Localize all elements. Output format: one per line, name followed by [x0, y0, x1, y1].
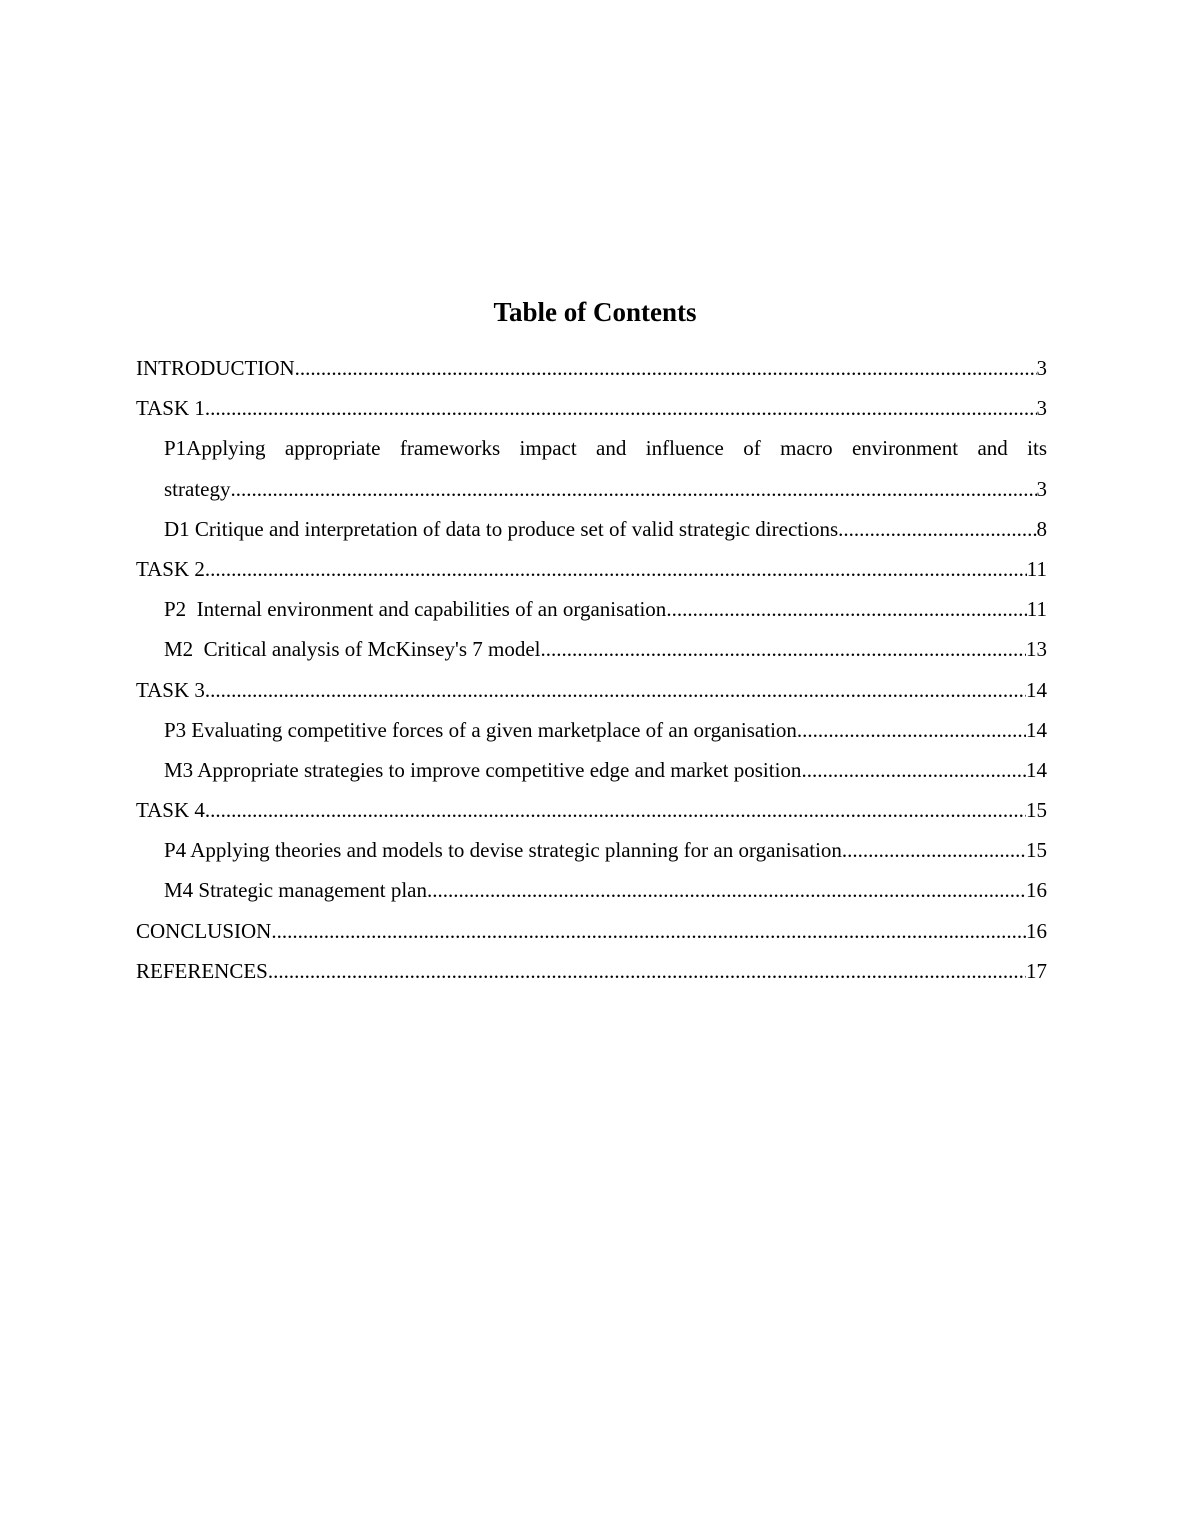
toc-page-number: 16	[1026, 918, 1047, 943]
toc-title: Table of Contents	[493, 297, 697, 327]
toc-page-number: 15	[1026, 838, 1047, 863]
toc-entry-references[interactable]	[136, 951, 1047, 991]
toc-dot-leader	[427, 870, 1026, 910]
toc-entry-task-3[interactable]	[136, 670, 1047, 710]
toc-page-number: 14	[1026, 717, 1047, 742]
toc-dot-leader	[230, 469, 1036, 509]
toc-dot-leader	[268, 951, 1026, 991]
toc-page-number: 16	[1026, 878, 1047, 903]
toc-entry-label: M3 Appropriate strategies to improve competitive edge and market position	[164, 757, 802, 782]
toc-page-number: 11	[1026, 597, 1047, 622]
toc-entry-label: P2 Internal environment and capabilities of an organisation	[164, 597, 667, 622]
toc-dot-leader	[801, 750, 1026, 790]
toc-entry-p4[interactable]	[136, 830, 1047, 870]
toc-entry-label: CONCLUSION	[136, 918, 272, 943]
toc-page-number: 3	[1036, 356, 1047, 380]
toc-page-number: 14	[1026, 757, 1047, 782]
toc-dot-leader	[666, 589, 1026, 629]
toc-page-number: 3	[1036, 476, 1047, 501]
toc-entry-label-line1: P1Applying appropriate frameworks impact and influence of macro environment and its	[164, 436, 1047, 461]
toc-dot-leader	[295, 348, 1037, 388]
toc-entry-introduction[interactable]	[136, 348, 1047, 388]
toc-entry-label: M4 Strategic management plan	[164, 878, 428, 903]
toc-entry-label: TASK 2	[136, 556, 205, 581]
toc-page-number: 11	[1026, 556, 1047, 581]
toc-dot-leader	[205, 549, 1027, 589]
toc-entry-m2[interactable]	[136, 629, 1047, 669]
toc-page-number: 13	[1026, 637, 1047, 662]
toc-entry-p2[interactable]	[136, 589, 1047, 629]
toc-page-number: 14	[1026, 677, 1047, 702]
toc-page-number: 3	[1036, 396, 1047, 421]
toc-entry-d1[interactable]	[136, 509, 1047, 549]
toc-page-number: 17	[1026, 958, 1047, 983]
toc-entry-label: REFERENCES	[136, 958, 268, 983]
toc-entry-task-2[interactable]	[136, 549, 1047, 589]
toc-dot-leader	[797, 710, 1026, 750]
toc-entry-label: TASK 3	[136, 677, 205, 702]
toc-entry-task-4[interactable]	[136, 790, 1047, 830]
toc-page-number: 8	[1036, 516, 1047, 541]
toc-entry-label: TASK 4	[136, 798, 205, 823]
toc-entry-label: P3 Evaluating competitive forces of a given marketplace of an organisation	[164, 717, 797, 742]
toc-entry-label: P4 Applying theories and models to devise strategic planning for an organisation	[164, 838, 842, 863]
toc-entry-task-1[interactable]	[136, 388, 1047, 428]
toc-dot-leader	[271, 911, 1026, 951]
toc-dot-leader	[205, 388, 1037, 428]
toc-entry-m4[interactable]	[136, 870, 1047, 910]
toc-page-number: 15	[1026, 798, 1047, 823]
toc-dot-leader	[842, 830, 1026, 870]
toc-dot-leader	[540, 629, 1026, 669]
toc-entry-p3[interactable]	[136, 710, 1047, 750]
table-of-contents	[136, 348, 1047, 991]
toc-dot-leader	[838, 509, 1036, 549]
toc-entry-m3[interactable]	[136, 750, 1047, 790]
toc-entry-p1[interactable]	[136, 428, 1047, 508]
toc-entry-label: M2 Critical analysis of McKinsey's 7 model	[164, 637, 541, 662]
toc-dot-leader	[205, 670, 1026, 710]
toc-dot-leader	[205, 790, 1026, 830]
toc-entry-label: INTRODUCTION	[136, 356, 295, 380]
toc-entry-label: TASK 1	[136, 396, 205, 421]
toc-entry-conclusion[interactable]	[136, 911, 1047, 951]
toc-entry-label-line2: strategy	[164, 476, 231, 501]
toc-entry-label: D1 Critique and interpretation of data to produce set of valid strategic directions	[164, 516, 839, 541]
